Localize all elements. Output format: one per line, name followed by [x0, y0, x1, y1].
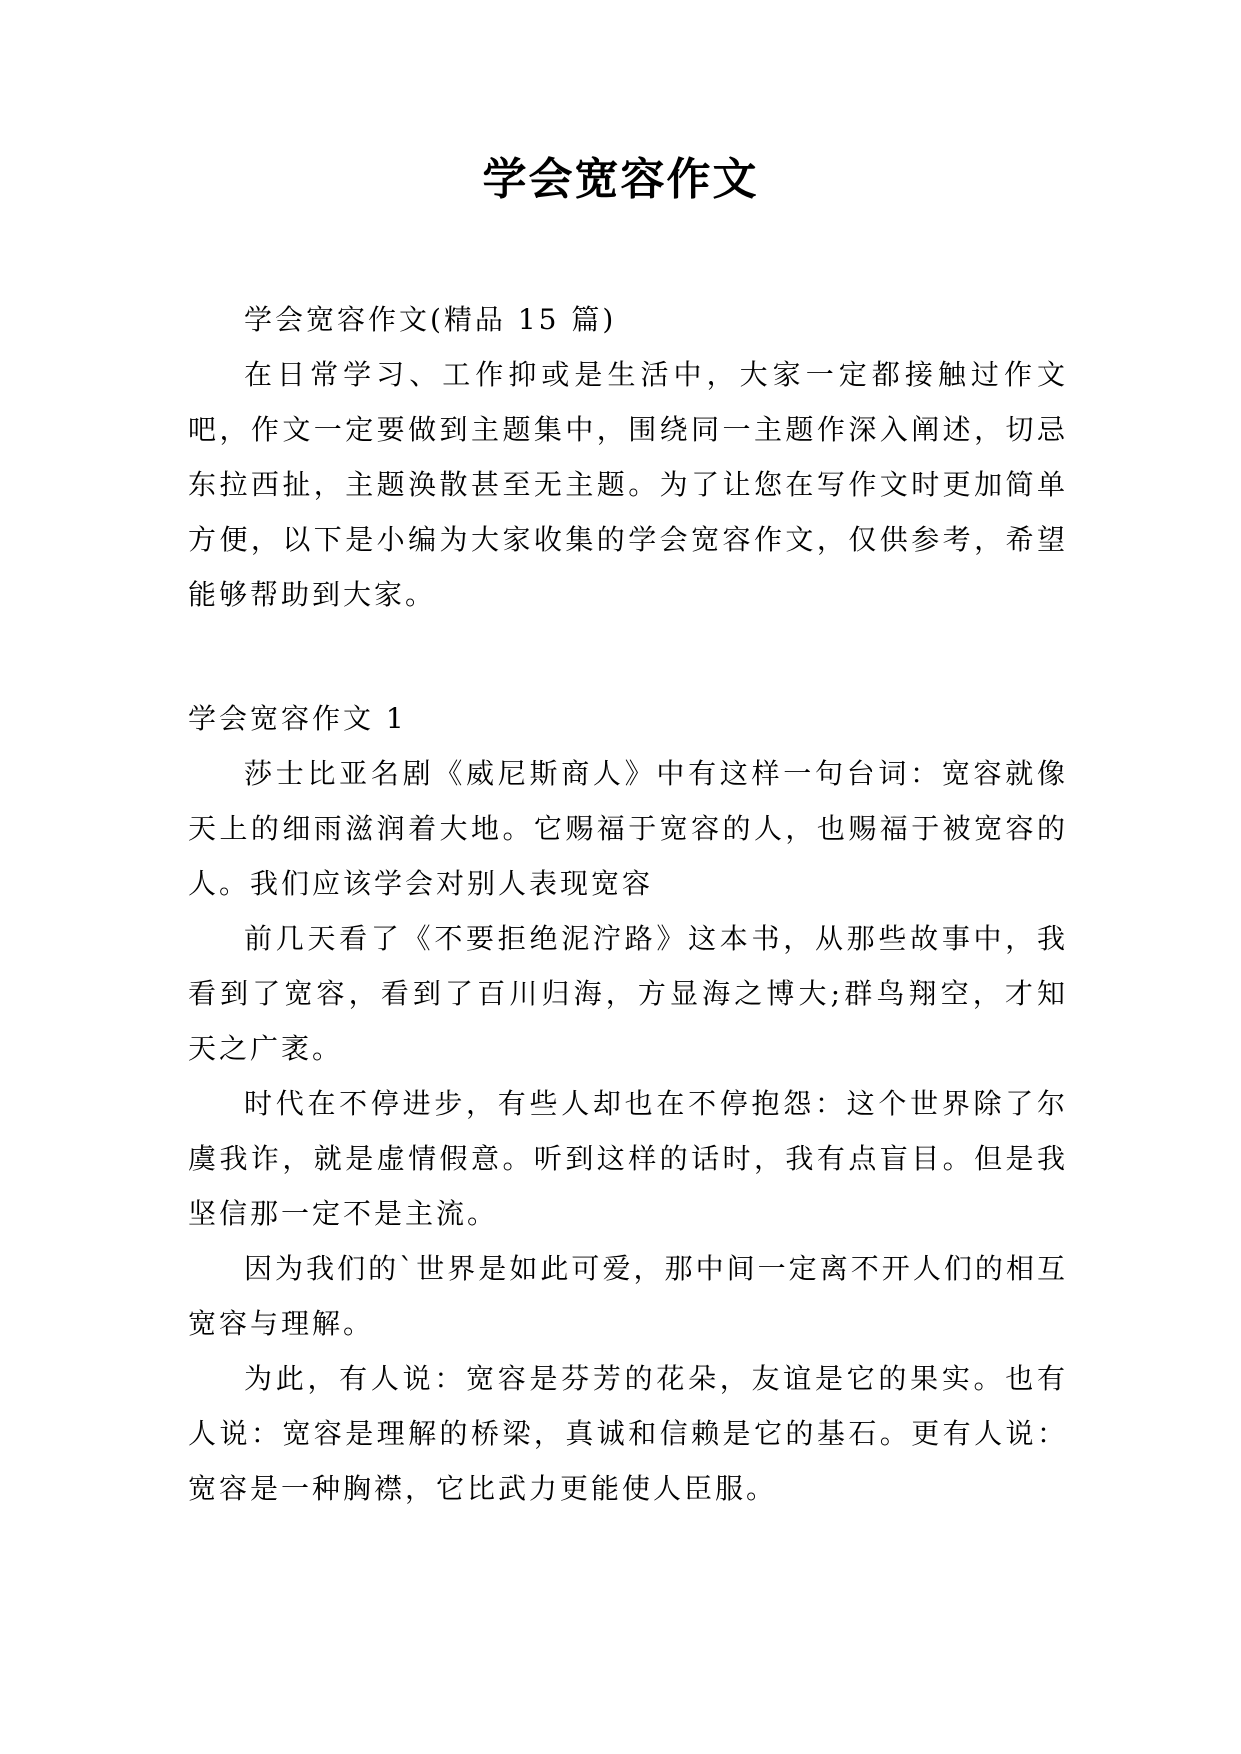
essay-paragraph: 前几天看了《不要拒绝泥泞路》这本书，从那些故事中，我看到了宽容，看到了百川归海，方显海之博大;群鸟翔空，才知天之广袤。 [188, 922, 1068, 1065]
essay-paragraph: 莎士比亚名剧《威尼斯商人》中有这样一句台词：宽容就像天上的细雨滋润着大地。它赐福于宽容的人，也赐福于被宽容的人。我们应该学会对别人表现宽容 [188, 757, 1068, 900]
essay-paragraph: 时代在不停进步，有些人却也在不停抱怨：这个世界除了尔虞我诈，就是虚情假意。听到这样的话时，我有点盲目。但是我坚信那一定不是主流。 [188, 1087, 1068, 1230]
section-spacer [188, 622, 1068, 691]
document-body [188, 292, 1068, 1516]
intro-paragraph: 在日常学习、工作抑或是生活中，大家一定都接触过作文吧，作文一定要做到主题集中，围绕同一主题作深入阐述，切忌东拉西扯，主题涣散甚至无主题。为了让您在写作文时更加简单方便，以下是小编为大家收集的学会宽容作文，仅供参考，希望能够帮助到大家。 [188, 358, 1068, 611]
section-heading: 学会宽容作文 1 [188, 702, 407, 735]
document-subtitle: 学会宽容作文(精品 15 篇) [244, 303, 617, 336]
document-title: 学会宽容作文 [482, 154, 759, 205]
essay-paragraph: 因为我们的`世界是如此可爱，那中间一定离不开人们的相互宽容与理解。 [188, 1252, 1068, 1340]
essay-paragraph: 为此，有人说：宽容是芬芳的花朵，友谊是它的果实。也有人说：宽容是理解的桥梁，真诚和信赖是它的基石。更有人说：宽容是一种胸襟，它比武力更能使人臣服。 [188, 1362, 1068, 1505]
